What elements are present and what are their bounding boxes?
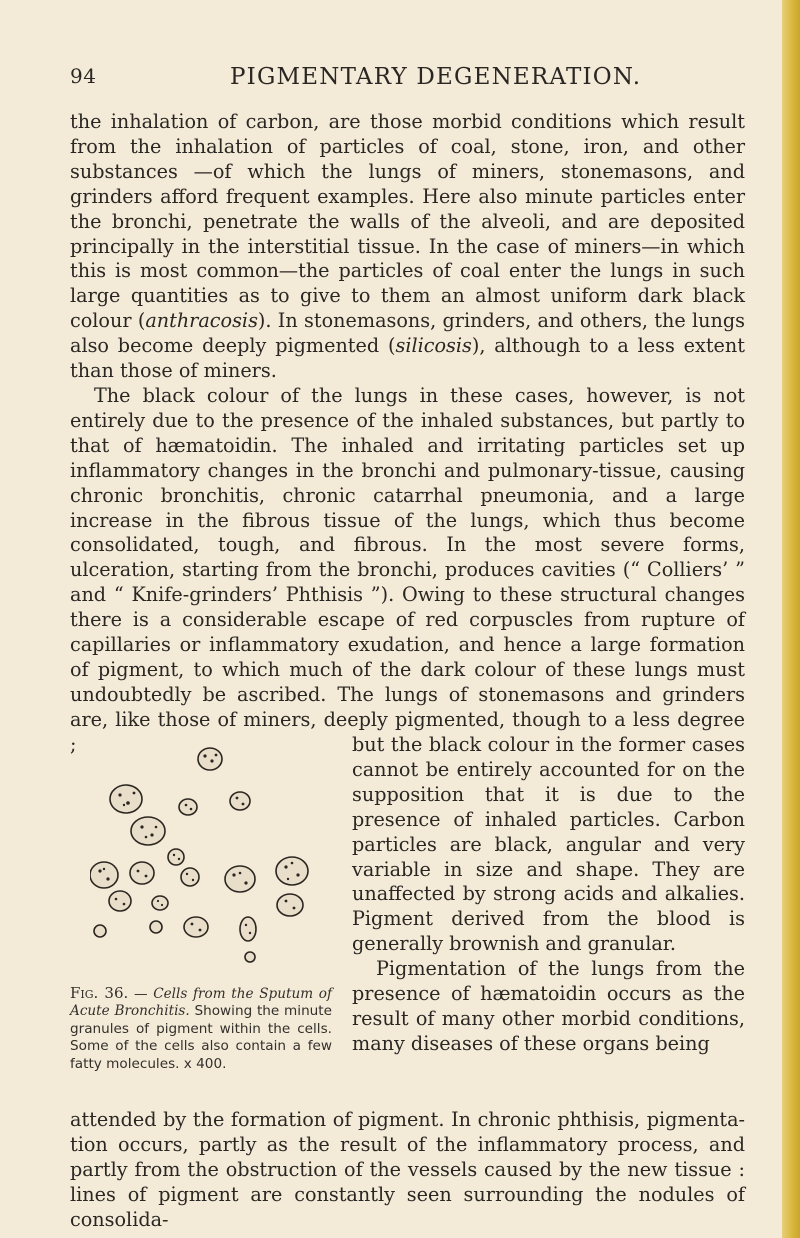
- paragraph-3-tail: attended by the formation of pigment. In chronic phthisis, pigmentation occurs, partly as the result of the inflammatory process, and partly from the obstruction of the vessels caused by the new tissue : lines of pigment are constantly seen surrounding the nodules of consolida-: [70, 1108, 745, 1231]
- paragraph-2: The black colour of the lungs in these cases, however, is not entirely due to the presence of the inhaled substances, but partly to that of hæmatoidin. The inhaled and irritating particles set up inflammatory changes in the bronchi and pulmonary-tissue, causing chronic bronchitis, chronic catarrhal pneumonia, and a large increase in the fibrous tissue of the lungs, which thus become consolidated, tough, and fibrous. In the most severe forms, ulceration, starting from the bronchi, produces cavities (“ Colliers’ ” and “ Knife-grinders’ Phthisis ”). Owing to these structural changes there is a considerable escape of red corpuscles from rupture of capillaries or inflammatory exudation, and hence a large formation of pigment, to which much of the dark colour of these lungs must undoubtedly be ascribed. The lungs of stonemasons and grinders are, like those of miners, deeply pigmented, though to a less degree ;: [70, 383, 745, 756]
- running-head: PIGMENTARY DEGENERATION.: [230, 64, 642, 90]
- cell: [181, 868, 199, 886]
- cell: [184, 917, 208, 937]
- page-edge: [782, 0, 800, 1238]
- cell: [131, 817, 165, 845]
- figure-36: [70, 733, 332, 1093]
- cell: [109, 891, 131, 911]
- page-number: 94: [70, 64, 97, 88]
- paragraph-2-continued: but the black colour in the former cases cannot be entirely accounted for on the supposition that it is due to the presence of inhaled particles. Carbon particles are black, angular and very variable in size and shape. They are unaffected by strong acids and alkalies. Pigment derived from the blood is generally brownish and granular.: [352, 733, 745, 956]
- cell: [230, 792, 250, 810]
- figure-caption-text: Showing the minute granules of pigment within the cells. Some of the cells also contain a few fatty molecules. x 400.: [70, 1003, 332, 1072]
- paragraph-1: the inhalation of carbon, are those morbid conditions which result from the inhalation of particles of coal, stone, iron, and other substances —of which the lungs of miners, stonemasons, and grinders afford frequent examples. Here also minute particles enter the bronchi, penetrate the walls of the alveoli, and are deposited principally in the interstitial tissue. In the case of miners—in which this is most common—the particles of coal enter the lungs in such large quantities as to give to them an almost uniform dark black colour (anthracosis). In stonemasons, grinders, and others, the lungs also become deeply pigmented (silicosis), although to a less extent than those of miners.: [70, 110, 745, 383]
- cell: [130, 862, 154, 884]
- cell: [276, 857, 308, 885]
- cell: [245, 952, 255, 962]
- cell: [168, 849, 184, 865]
- wrapped-text-column: [352, 733, 745, 1057]
- cell: [110, 785, 142, 813]
- figure-title: Cells from the Sputum of Acute Bronchitis.: [70, 986, 332, 1020]
- cell: [179, 799, 197, 815]
- cell: [198, 748, 222, 770]
- cell: [150, 921, 162, 933]
- cell: [240, 917, 256, 941]
- tail-text: [70, 1108, 745, 1233]
- cell: [152, 896, 168, 910]
- cell: [94, 925, 106, 937]
- sputum-cells-illustration: [90, 743, 330, 983]
- figure-caption: Fig. 36. — Cells from the Sputum of Acute Bronchitis. Showing the minute granules of pigment within the cells. Some of the cells also contain a few fatty molecules. x 400.: [70, 984, 332, 1072]
- cell: [277, 894, 303, 916]
- figure-wrap-block: [70, 733, 745, 1173]
- figure-label: Fig. 36.: [70, 984, 129, 1002]
- cell: [225, 866, 255, 892]
- page-header: [70, 64, 750, 98]
- cell: [90, 862, 118, 888]
- paragraph-3: Pigmentation of the lungs from the presence of hæmatoidin occurs as the result of many other morbid conditions, many diseases of these organs being: [352, 957, 745, 1055]
- main-text: [70, 110, 745, 758]
